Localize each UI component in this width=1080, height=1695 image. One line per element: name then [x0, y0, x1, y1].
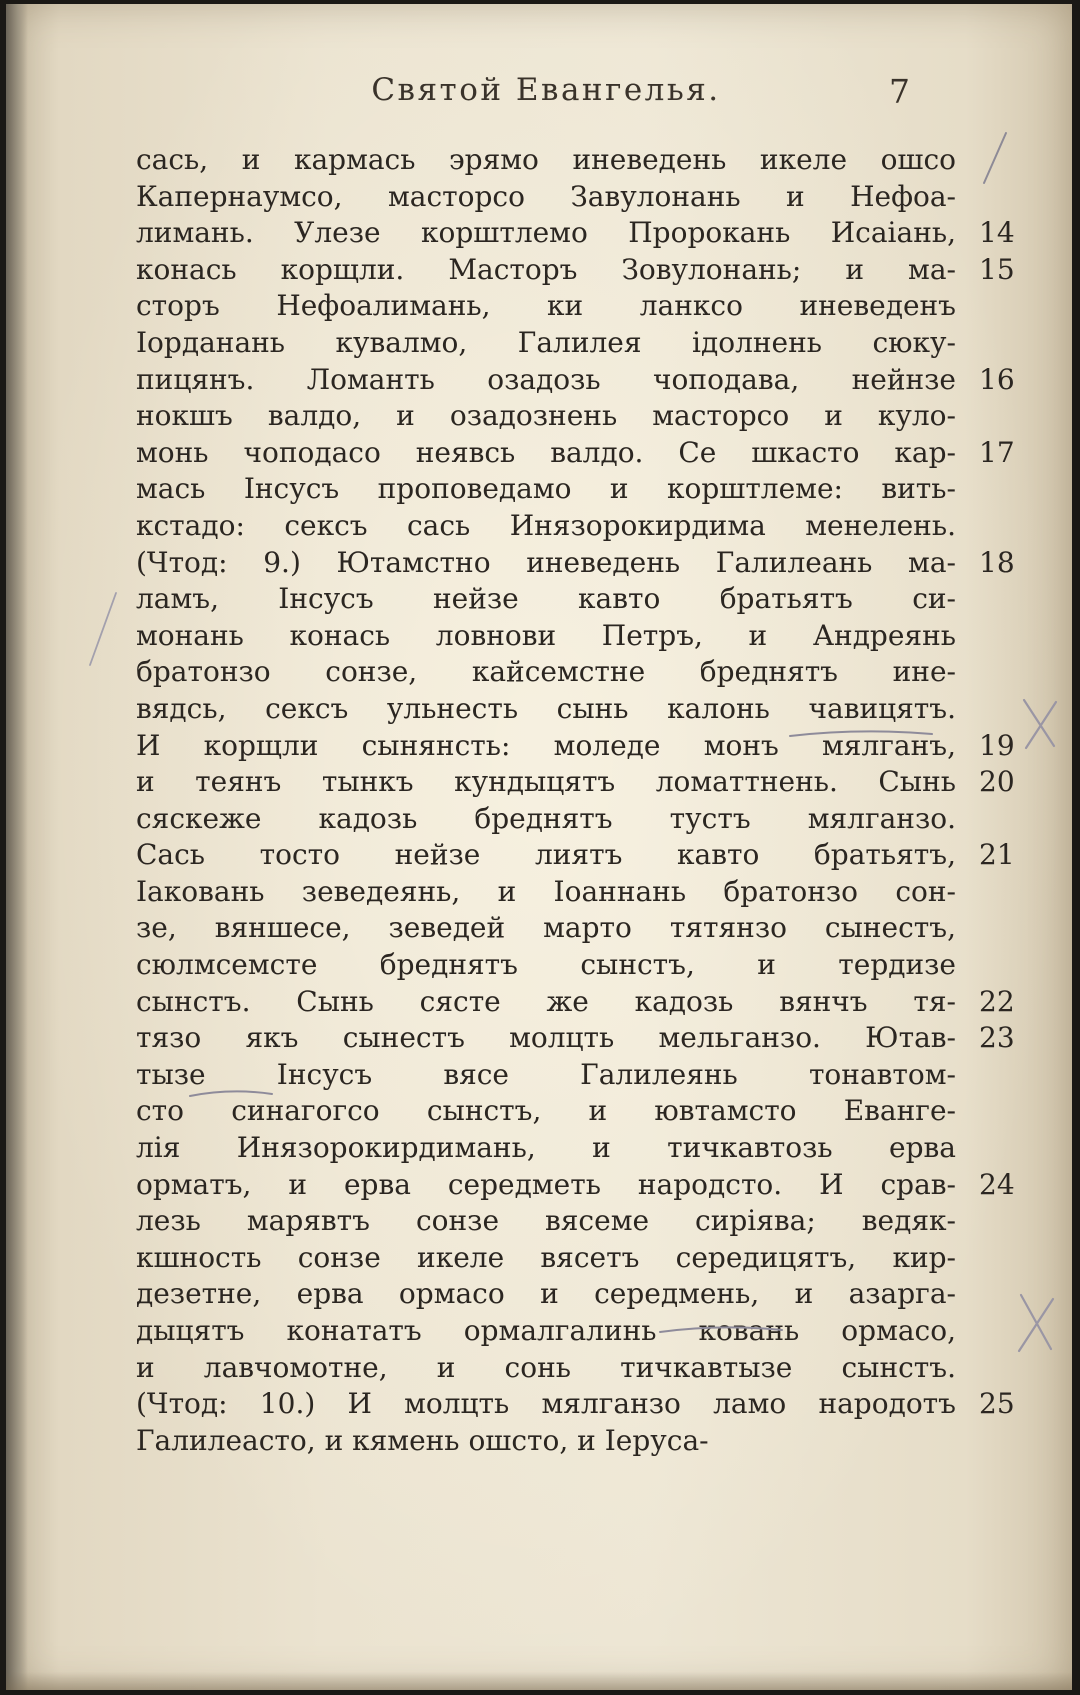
page-bottom-edge — [6, 1672, 1072, 1690]
text-line — [136, 288, 956, 325]
text-line — [136, 618, 956, 655]
body-text — [136, 142, 1015, 1459]
pencil-margin-mark — [976, 129, 1016, 189]
verse-number: 14 — [979, 216, 1015, 250]
verse-number: 15 — [979, 252, 1015, 286]
text-line — [136, 581, 956, 618]
verse-number: 22 — [979, 984, 1015, 1018]
text-line — [136, 728, 1015, 765]
line-text: и лавчомотне, и сонь тичкавтызе сынстъ. — [136, 1350, 956, 1384]
text-line — [136, 252, 1015, 289]
line-text: монь чоподасо неявсь валдо. Се шкасто кар- — [136, 435, 956, 469]
text-line — [136, 764, 1015, 801]
line-text: кстадо: сексъ сась Инязорокирдима менелень. — [136, 508, 956, 542]
line-text: кшность сонзе икеле вясетъ середицятъ, кир- — [136, 1240, 956, 1274]
page-sheet — [6, 4, 1072, 1690]
text-line — [136, 691, 956, 728]
line-text: сяскеже кадозь бреднятъ тустъ мялганзо. — [136, 801, 956, 835]
text-line — [136, 1386, 1015, 1423]
verse-number: 25 — [979, 1387, 1015, 1421]
line-text: дыцятъ конататъ ормалгалинь ковань ормасо, — [136, 1314, 956, 1347]
line-text: монань конась ловнови Петръ, и Андреянь — [136, 618, 956, 652]
text-line — [136, 435, 1015, 472]
verse-number: 18 — [979, 545, 1015, 579]
text-line — [136, 984, 1015, 1021]
text-line — [136, 1276, 956, 1313]
text-line — [136, 1093, 956, 1130]
verse-number: 16 — [979, 362, 1015, 396]
line-text: Капернаумсо, масторсо Завулонань и Нефоа- — [136, 179, 956, 213]
line-text: орматъ, и ерва середметь народсто. И срав- — [136, 1167, 956, 1201]
line-text: конась корщли. Масторъ Зовулонань; и ма- — [136, 252, 956, 286]
text-line — [136, 1423, 956, 1460]
text-line — [136, 654, 956, 691]
line-text: (Чтод: 9.) Ютамстно иневедень Галилеань ма- — [136, 545, 956, 579]
pencil-margin-mark — [1011, 1289, 1061, 1359]
line-text: сюлмсемсте бреднятъ сынстъ, и тердизе — [136, 948, 956, 982]
line-text: И корщли сынянсть: моледе монъ мялганъ, — [136, 728, 956, 762]
text-line — [136, 1057, 956, 1094]
text-line — [136, 1240, 956, 1277]
binding-gutter — [6, 4, 28, 1690]
text-line — [136, 325, 956, 362]
verse-number: 24 — [979, 1167, 1015, 1201]
line-text: сторъ Нефоалимань, ки ланксо иневеденъ — [136, 289, 956, 323]
text-line — [136, 947, 956, 984]
line-text: и теянъ тынкъ кундыцятъ ломаттнень. Сынь — [136, 765, 956, 799]
text-line — [136, 142, 956, 179]
verse-number: 20 — [979, 765, 1015, 799]
text-line — [136, 215, 1015, 252]
verse-number: 21 — [979, 838, 1015, 872]
line-text: сынстъ. Сынь сясте же кадозь вянчъ тя- — [136, 984, 956, 1018]
text-line — [136, 398, 956, 435]
line-text: мась Інсусъ проповедамо и корштлеме: вить- — [136, 472, 956, 506]
verse-number: 23 — [979, 1021, 1015, 1055]
line-text: дезетне, ерва ормасо и середмень, и азарга- — [136, 1277, 956, 1311]
line-text: нокшъ валдо, и озадознень масторсо и куло- — [136, 399, 956, 433]
line-text: ламъ, Інсусъ нейзе кавто братьятъ си- — [136, 582, 956, 616]
text-line — [136, 545, 1015, 582]
line-text: лимань. Улезе корштлемо Пророкань Исаіань, — [136, 216, 956, 250]
text-line — [136, 1130, 956, 1167]
line-text: лезь марявтъ сонзе вясеме сиріява; ведяк- — [136, 1204, 956, 1238]
text-line — [136, 1167, 1015, 1204]
line-text: сто синагогсо сынстъ, и ювтамсто Евангe- — [136, 1094, 956, 1128]
text-line — [136, 801, 956, 838]
line-text: вядсь, сексъ ульнесть сынь калонь чавицятъ. — [136, 691, 956, 725]
line-text: Галилеасто, и кямень ошсто, и Іеруса- — [136, 1423, 709, 1457]
text-line — [136, 1350, 956, 1387]
text-line — [136, 362, 1015, 399]
line-text: зе, вяншесе, зеведей марто тятянзо сынестъ, — [136, 911, 956, 945]
line-text: братонзо сонзе, кайсемстне бреднятъ ине- — [136, 655, 956, 689]
line-text: тызе Інсусъ вясе Галилеянь тонавтом- — [136, 1057, 956, 1091]
pencil-margin-mark — [1016, 694, 1066, 754]
line-text: сась, и кармась эрямо иневедень икеле ошсо — [136, 143, 956, 176]
running-title: Святой Евангелья. — [371, 72, 721, 108]
pencil-margin-mark — [76, 589, 126, 669]
line-text: лія Инязорокирдимань, и тичкавтозь ерва — [136, 1131, 956, 1165]
line-text: пицянъ. Ломанть озадозь чоподава, нейнзе — [136, 362, 956, 396]
text-line — [136, 508, 956, 545]
text-line — [136, 874, 956, 911]
text-line — [136, 471, 956, 508]
verse-number: 19 — [979, 728, 1015, 762]
page-header — [6, 72, 1072, 122]
page-number: 7 — [889, 72, 910, 111]
line-text: (Чтод: 10.) И молцть мялганзо ламо народотъ — [136, 1387, 956, 1421]
line-text: тязо якъ сынестъ молцть мельганзо. Ютав- — [136, 1021, 956, 1055]
text-line — [136, 1203, 956, 1240]
text-line — [136, 1313, 956, 1350]
text-line — [136, 1020, 1015, 1057]
verse-number: 17 — [979, 435, 1015, 469]
line-text: Іаковань зеведеянь, и Іоаннань братонзо сон- — [136, 874, 956, 908]
text-line — [136, 837, 1015, 874]
text-line — [136, 179, 956, 216]
line-text: Іорданань кувалмо, Галилея ідолнень сюку- — [136, 325, 956, 359]
line-text: Сась тосто нейзе лиятъ кавто братьятъ, — [136, 838, 956, 872]
text-line — [136, 910, 956, 947]
